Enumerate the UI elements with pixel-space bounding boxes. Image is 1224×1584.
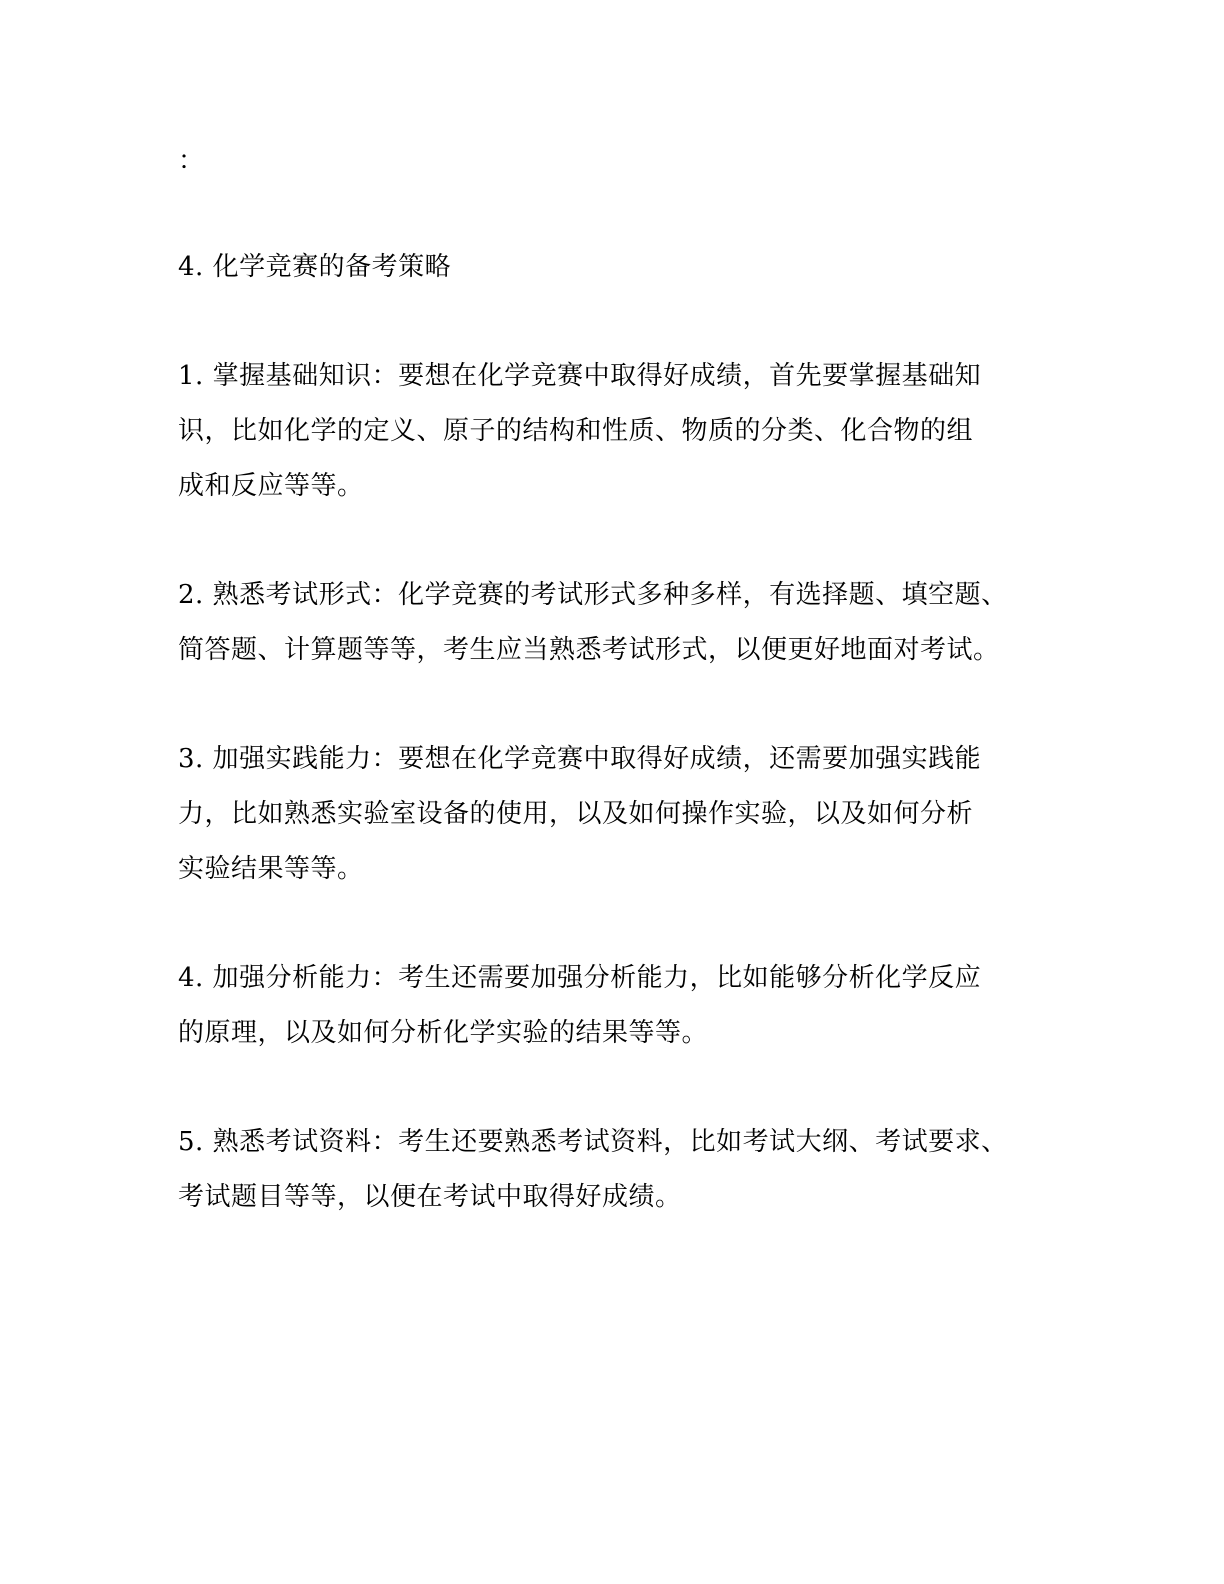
paragraph-line: 考试题目等等，以便在考试中取得好成绩。 (178, 1182, 682, 1212)
paragraph-line: 力，比如熟悉实验室设备的使用，以及如何操作实验，以及如何分析 (178, 799, 974, 829)
paragraph-line: 3. 加强实践能力：要想在化学竞赛中取得好成绩，还需要加强实践能 (178, 744, 982, 774)
paragraph-line: 2. 熟悉考试形式：化学竞赛的考试形式多种多样，有选择题、填空题、 (178, 580, 1008, 610)
paragraph-line: 简答题、计算题等等，考生应当熟悉考试形式，以便更好地面对考试。 (178, 635, 1000, 665)
section-heading: 4. 化学竞赛的备考策略 (178, 252, 452, 282)
paragraph-line: 实验结果等等。 (178, 854, 364, 884)
paragraph-line: 4. 加强分析能力：考生还需要加强分析能力，比如能够分析化学反应 (178, 963, 982, 993)
paragraph-line: 的原理，以及如何分析化学实验的结果等等。 (178, 1018, 709, 1048)
paragraph-line: 1. 掌握基础知识：要想在化学竞赛中取得好成绩，首先要掌握基础知 (178, 361, 982, 391)
paragraph-line: 识，比如化学的定义、原子的结构和性质、物质的分类、化合物的组 (178, 416, 974, 446)
paragraph-line: 成和反应等等。 (178, 471, 364, 501)
leading-colon: ： (178, 146, 205, 176)
paragraph-line: 5. 熟悉考试资料：考生还要熟悉考试资料，比如考试大纲、考试要求、 (178, 1127, 1008, 1157)
